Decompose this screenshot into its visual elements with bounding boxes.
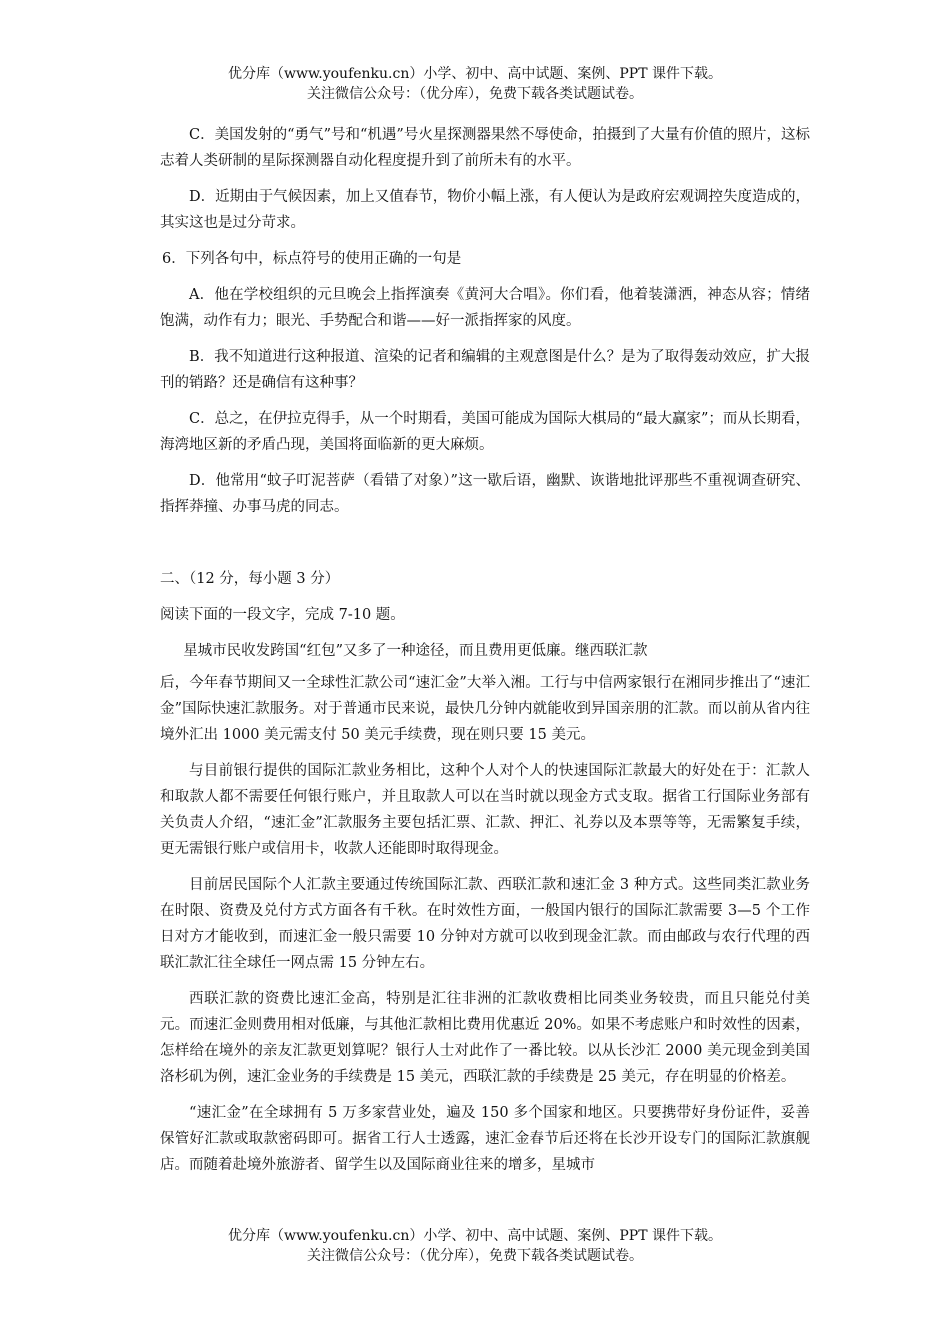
- q6-option-b: B．我不知道进行这种报道、渲染的记者和编辑的主观意图是什么？是为了取得轰动效应，扩大报刊的销路？还是确信有这种事？: [160, 349, 810, 391]
- q6-option-a: A．他在学校组织的元旦晚会上指挥演奏《黄河大合唱》。你们看，他着装潇洒，神态从容；情绪饱满，动作有力；眼光、手势配合和谐——好一派指挥家的风度。: [160, 287, 810, 329]
- header-line-2: 关注微信公众号：（优分库），免费下载各类试题试卷。: [307, 86, 643, 102]
- footer-line-2: 关注微信公众号：（优分库），免费下载各类试题试卷。: [307, 1248, 643, 1264]
- q5-option-c: C．美国发射的“勇气”号和“机遇”号火星探测器果然不辱使命，拍摄到了大量有价值的照片，这标志着人类研制的星际探测器自动化程度提升到了前所未有的水平。: [160, 127, 810, 169]
- passage-paragraph-5: “速汇金”在全球拥有 5 万多家营业处，遍及 150 多个国家和地区。只要携带好身份证件，妥善保管好汇款或取款密码即可。据省工行人士透露，速汇金春节后还将在长沙开设专门的国际汇款旗舰店。而随着赴境外旅游者、留学生以及国际商业往来的增多，星城市: [160, 1105, 810, 1173]
- passage-paragraph-1: 后，今年春节期间又一全球性汇款公司“速汇金”大举入湘。工行与中信两家银行在湘同步推出了“速汇金”国际快速汇款服务。对于普通市民来说，最快几分钟内就能收到异国亲朋的汇款。而以前从省内往境外汇出 1000 美元需支付 50 美元手续费，现在则只要 15 美元。: [160, 675, 810, 743]
- page-footer: [0, 1226, 950, 1266]
- document-body: [160, 122, 810, 1188]
- section-2-heading: 二、（12 分，每小题 3 分）: [160, 571, 340, 587]
- passage-paragraph-2: 与目前银行提供的国际汇款业务相比，这种个人对个人的快速国际汇款最大的好处在于：汇款人和取款人都不需要任何银行账户，并且取款人可以在当时就以现金方式支取。据省工行国际业务部有关负责人介绍，“速汇金”汇款服务主要包括汇票、汇款、押汇、礼券以及本票等等，无需繁复手续，更无需银行账户或信用卡，收款人还能即时取得现金。: [160, 763, 810, 857]
- footer-line-1: 优分库（www.youfenku.cn）小学、初中、高中试题、案例、PPT 课件下载。: [227, 1228, 722, 1244]
- header-line-1: 优分库（www.youfenku.cn）小学、初中、高中试题、案例、PPT 课件下载。: [227, 66, 722, 82]
- passage-paragraph-4: 西联汇款的资费比速汇金高，特别是汇往非洲的汇款收费相比同类业务较贵，而且只能兑付美元。而速汇金则费用相对低廉，与其他汇款相比费用优惠近 20%。如果不考虑账户和时效性的因素，怎样给在境外的亲友汇款更划算呢？银行人士对此作了一番比较。以从长沙汇 2000 美元现金到美国洛杉矶为例，速汇金业务的手续费是 15 美元，西联汇款的手续费是 25 美元，存在明显的价格差。: [160, 991, 810, 1085]
- q6-stem: 6．下列各句中，标点符号的使用正确的一句是: [162, 251, 462, 267]
- passage-paragraph-3: 目前居民国际个人汇款主要通过传统国际汇款、西联汇款和速汇金 3 种方式。这些同类汇款业务在时限、资费及兑付方式方面各有千秋。在时效性方面，一般国内银行的国际汇款需要 3—5 个工作日对方才能收到，而速汇金一般只需要 10 分钟对方就可以收到现金汇款。而由邮政与农行代理的西联汇款汇往全球任一网点需 15 分钟左右。: [160, 877, 810, 971]
- q6-option-d: D．他常用“蚊子叮泥菩萨（看错了对象）”这一歇后语，幽默、诙谐地批评那些不重视调查研究、指挥莽撞、办事马虎的同志。: [160, 473, 810, 515]
- section-2-instruction: 阅读下面的一段文字，完成 7-10 题。: [160, 607, 405, 623]
- page-header: [0, 64, 950, 104]
- passage-lead: 星城市民收发跨国“红包”又多了一种途径，而且费用更低廉。继西联汇款: [183, 643, 648, 659]
- q5-option-d: D．近期由于气候因素，加上又值春节，物价小幅上涨，有人便认为是政府宏观调控失度造成的，其实这也是过分苛求。: [160, 189, 810, 231]
- q6-option-c: C．总之，在伊拉克得手，从一个时期看，美国可能成为国际大棋局的“最大赢家”；而从长期看，海湾地区新的矛盾凸现，美国将面临新的更大麻烦。: [160, 411, 810, 453]
